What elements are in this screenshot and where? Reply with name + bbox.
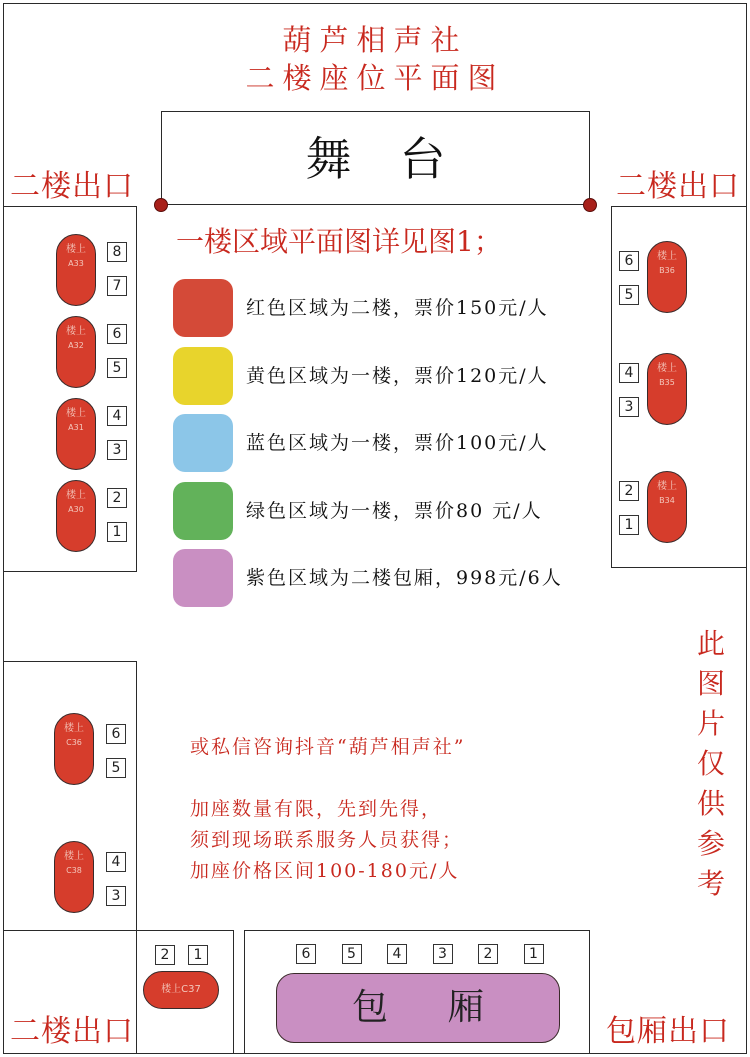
seat[interactable]: 4 bbox=[106, 852, 126, 872]
table-code: B36 bbox=[659, 266, 675, 275]
disclaimer-char: 参 bbox=[696, 827, 725, 860]
table-code: C36 bbox=[66, 738, 82, 747]
legend-text: 绿色区域为一楼，票价80 元/人 bbox=[246, 499, 543, 522]
seat[interactable]: 8 bbox=[107, 242, 127, 262]
table-code: A31 bbox=[68, 423, 84, 432]
seat[interactable]: 6 bbox=[106, 724, 126, 744]
exit-top-left: 二楼出口 bbox=[10, 169, 134, 204]
note-line: 须到现场联系服务人员获得； bbox=[190, 829, 464, 851]
legend-swatch bbox=[173, 549, 233, 607]
stage-corner-dot-left bbox=[154, 198, 168, 212]
table-code: A32 bbox=[68, 341, 84, 350]
table-pill[interactable] bbox=[56, 316, 96, 388]
seat[interactable]: 2 bbox=[155, 945, 175, 965]
seat[interactable]: 2 bbox=[478, 944, 498, 964]
seat[interactable]: 1 bbox=[188, 945, 208, 965]
map-title-line-2: 二楼座位平面图 bbox=[245, 61, 505, 95]
seat[interactable]: 7 bbox=[107, 276, 127, 296]
table-code: B34 bbox=[659, 496, 675, 505]
table-pill[interactable] bbox=[56, 480, 96, 552]
stage bbox=[161, 111, 590, 205]
stage-label: 舞台 bbox=[305, 132, 494, 186]
disclaimer-char: 图 bbox=[696, 667, 725, 700]
table-c37[interactable]: 楼上C37 bbox=[143, 971, 219, 1009]
stage-corner-dot-right bbox=[583, 198, 597, 212]
note-line: 加座价格区间100-180元/人 bbox=[190, 860, 460, 882]
seat[interactable]: 5 bbox=[342, 944, 362, 964]
seat[interactable]: 3 bbox=[433, 944, 453, 964]
seat[interactable]: 5 bbox=[106, 758, 126, 778]
seat[interactable]: 2 bbox=[619, 481, 639, 501]
note-line: 或私信咨询抖音“葫芦相声社” bbox=[190, 736, 466, 758]
table-label: 楼上 bbox=[657, 363, 677, 374]
disclaimer-char: 考 bbox=[696, 867, 725, 900]
exit-bottom-right: 包厢出口 bbox=[606, 1014, 730, 1049]
table-pill[interactable] bbox=[54, 713, 94, 785]
seat[interactable]: 3 bbox=[619, 397, 639, 417]
table-label: 楼上 bbox=[64, 723, 84, 734]
table-code: C38 bbox=[66, 866, 82, 875]
seat[interactable]: 3 bbox=[107, 440, 127, 460]
seat[interactable]: 1 bbox=[524, 944, 544, 964]
table-label: 楼上 bbox=[66, 326, 86, 337]
seat[interactable]: 4 bbox=[387, 944, 407, 964]
legend-text: 蓝色区域为一楼，票价100元/人 bbox=[246, 432, 549, 454]
exit-bottom-left: 二楼出口 bbox=[10, 1014, 134, 1049]
legend-swatch bbox=[173, 279, 233, 337]
seat[interactable]: 1 bbox=[107, 522, 127, 542]
table-code: B35 bbox=[659, 378, 675, 387]
table-code: A33 bbox=[68, 259, 84, 268]
table-pill[interactable] bbox=[56, 234, 96, 306]
seat[interactable]: 1 bbox=[619, 515, 639, 535]
seat[interactable]: 6 bbox=[107, 324, 127, 344]
seat[interactable]: 6 bbox=[296, 944, 316, 964]
seat[interactable]: 6 bbox=[619, 251, 639, 271]
table-pill[interactable] bbox=[647, 241, 687, 313]
exit-top-right: 二楼出口 bbox=[616, 169, 740, 204]
table-label: 楼上 bbox=[66, 408, 86, 419]
table-pill[interactable] bbox=[54, 841, 94, 913]
note-line: 加座数量有限，先到先得， bbox=[190, 798, 443, 820]
seat[interactable]: 3 bbox=[106, 886, 126, 906]
vip-box-room[interactable]: 包厢 bbox=[276, 973, 560, 1043]
legend-text: 黄色区域为一楼，票价120元/人 bbox=[246, 364, 549, 387]
disclaimer-char: 此 bbox=[696, 627, 725, 660]
seat[interactable]: 4 bbox=[107, 406, 127, 426]
seat[interactable]: 2 bbox=[107, 488, 127, 508]
map-title-line-1: 葫芦相声社 bbox=[282, 23, 468, 57]
table-label: 楼上 bbox=[657, 251, 677, 262]
seat[interactable]: 4 bbox=[619, 363, 639, 383]
seat[interactable]: 5 bbox=[107, 358, 127, 378]
disclaimer-vertical bbox=[691, 624, 731, 904]
table-pill[interactable] bbox=[647, 353, 687, 425]
seat[interactable]: 5 bbox=[619, 285, 639, 305]
legend-text: 紫色区域为二楼包厢，998元/6人 bbox=[246, 567, 563, 589]
table-code: A30 bbox=[68, 505, 84, 514]
legend-text: 红色区域为二楼，票价150元/人 bbox=[246, 297, 549, 319]
legend-swatch bbox=[173, 482, 233, 540]
table-pill[interactable] bbox=[647, 471, 687, 543]
table-label: 楼上 bbox=[657, 481, 677, 492]
table-label: 楼上 bbox=[66, 244, 86, 255]
disclaimer-char: 仅 bbox=[696, 747, 725, 780]
table-label: 楼上 bbox=[66, 490, 86, 501]
disclaimer-char: 片 bbox=[696, 707, 725, 740]
legend-swatch bbox=[173, 414, 233, 472]
info-title: 一楼区域平面图详见图1； bbox=[176, 225, 502, 258]
table-pill[interactable] bbox=[56, 398, 96, 470]
table-label: 楼上 bbox=[64, 851, 84, 862]
legend-swatch bbox=[173, 347, 233, 405]
disclaimer-char: 供 bbox=[696, 787, 725, 820]
